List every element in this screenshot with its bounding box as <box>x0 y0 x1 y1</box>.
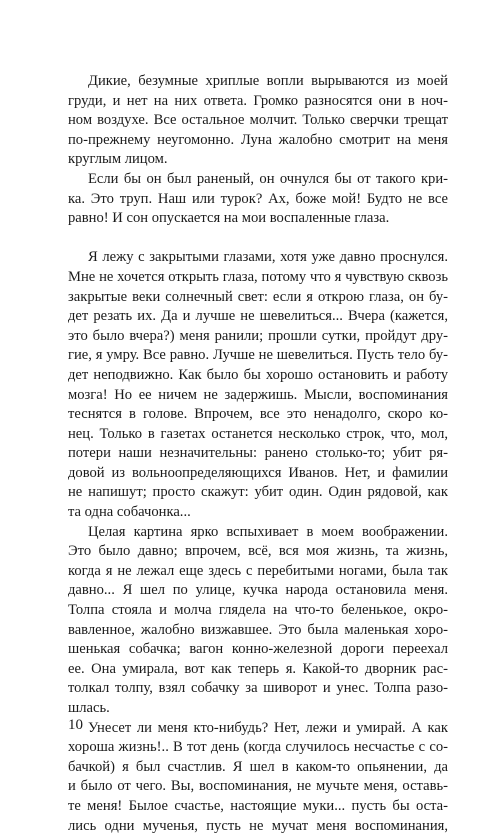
text-line: довой из вольноопределяющихся Иванов. Нет, и фамилии <box>68 464 448 481</box>
text-line: закрытые веки солнечный свет: если я открою глаза, он бу- <box>68 288 448 305</box>
text-line: бачкой) я был счастлив. Я шел в каком-то опьянении, да <box>68 758 448 775</box>
text-line: Если бы он был раненый, он очнулся бы от такого кри- <box>88 170 448 187</box>
text-line: ка. Это труп. Наш или турок? Ах, боже мой! Будто не все <box>68 190 448 207</box>
section-break <box>68 229 448 249</box>
paragraph <box>68 170 448 229</box>
text-line: Дикие, безумные хриплые вопли вырываются из моей <box>88 73 448 89</box>
text-line: хороша жизнь!.. В тот день (когда случилось несчастье с со- <box>68 739 448 756</box>
text-line: Толпа стояла и молча глядела на что-то беленькое, окро- <box>68 602 448 619</box>
text-line: потери наши незначительны: ранено столько-то; убит ря- <box>68 445 448 462</box>
paragraph <box>68 248 448 522</box>
text-line: не напишут; просто скажут: убит один. Один рядовой, как <box>68 484 448 501</box>
text-line: и было от чего. Вы, воспоминания, не мучьте меня, оставь- <box>68 778 448 795</box>
text-line: дет резать их. Да и лучше не шевелиться... Вчера (кажется, <box>68 308 448 325</box>
text-line: та одна собачонка... <box>68 504 191 521</box>
text-line: Унесет ли меня кто-нибудь? Нет, лежи и умирай. А как <box>88 719 448 736</box>
paragraph <box>68 523 448 719</box>
text-line: шенькая собачка; вагон конно-железной дороги переехал <box>68 641 448 658</box>
text-line: Мне не хочется открыть глаза, потому что я чувствую сквозь <box>68 268 448 285</box>
text-line: это было вчера?) меня ранили; прошли сутки, пройдут дру- <box>68 327 448 344</box>
paragraph <box>68 72 448 170</box>
text-line: гие, я умру. Все равно. Лучше не шевелиться. Пусть тело бу- <box>68 347 448 364</box>
text-line: Целая картина ярко вспыхивает в моем воображении. <box>88 523 448 540</box>
text-line: по-прежнему неугомонно. Луна жалобно смотрит на меня <box>68 131 448 148</box>
text-line: ее. Она умирала, вот как теперь я. Какой-то дворник рас- <box>68 660 448 677</box>
text-line: лись одни мученья, пусть не мучат меня воспоминания, <box>68 817 448 834</box>
text-flow <box>68 72 448 836</box>
text-line: ном воздухе. Все остальное молчит. Только сверчки трещат <box>68 112 448 129</box>
page-number: 10 <box>68 717 83 733</box>
page-body <box>68 72 448 836</box>
text-line: вавленное, жалобно визжавшее. Это была маленькая хоро- <box>68 621 448 638</box>
paragraph <box>68 719 448 836</box>
text-line: давно... Я шел по улице, кучка народа остановила меня. <box>68 582 448 599</box>
text-line: Это было давно; впрочем, всё, вся моя жизнь, та жизнь, <box>68 543 448 560</box>
text-line: равно! И сон опускается на мои воспаленные глаза. <box>68 210 390 227</box>
text-line: шлась. <box>68 700 110 716</box>
text-line: Я лежу с закрытыми глазами, хотя уже давно проснулся. <box>88 249 448 266</box>
text-line: груди, и нет на них ответа. Громко разносятся они в ноч- <box>68 92 448 109</box>
text-line: нец. Только в газетах останется несколько строк, что, мол, <box>68 425 448 442</box>
text-line: круглым лицом. <box>68 151 168 168</box>
text-line: когда я не лежал еще здесь с перебитыми ногами, была так <box>68 562 448 579</box>
text-line: толкал толпу, взял собачку за шиворот и унес. Толпа разо- <box>68 680 448 697</box>
text-line: мозга! Но ее ничем не задержишь. Мысли, воспоминания <box>68 386 448 403</box>
text-line: те меня! Былое счастье, настоящие муки... пусть бы оста- <box>68 797 448 814</box>
text-line: теснятся в голове. Впрочем, все это ненадолго, скоро ко- <box>68 406 448 423</box>
text-line: дет неподвижно. Как было бы хорошо остановить и работу <box>68 366 448 383</box>
